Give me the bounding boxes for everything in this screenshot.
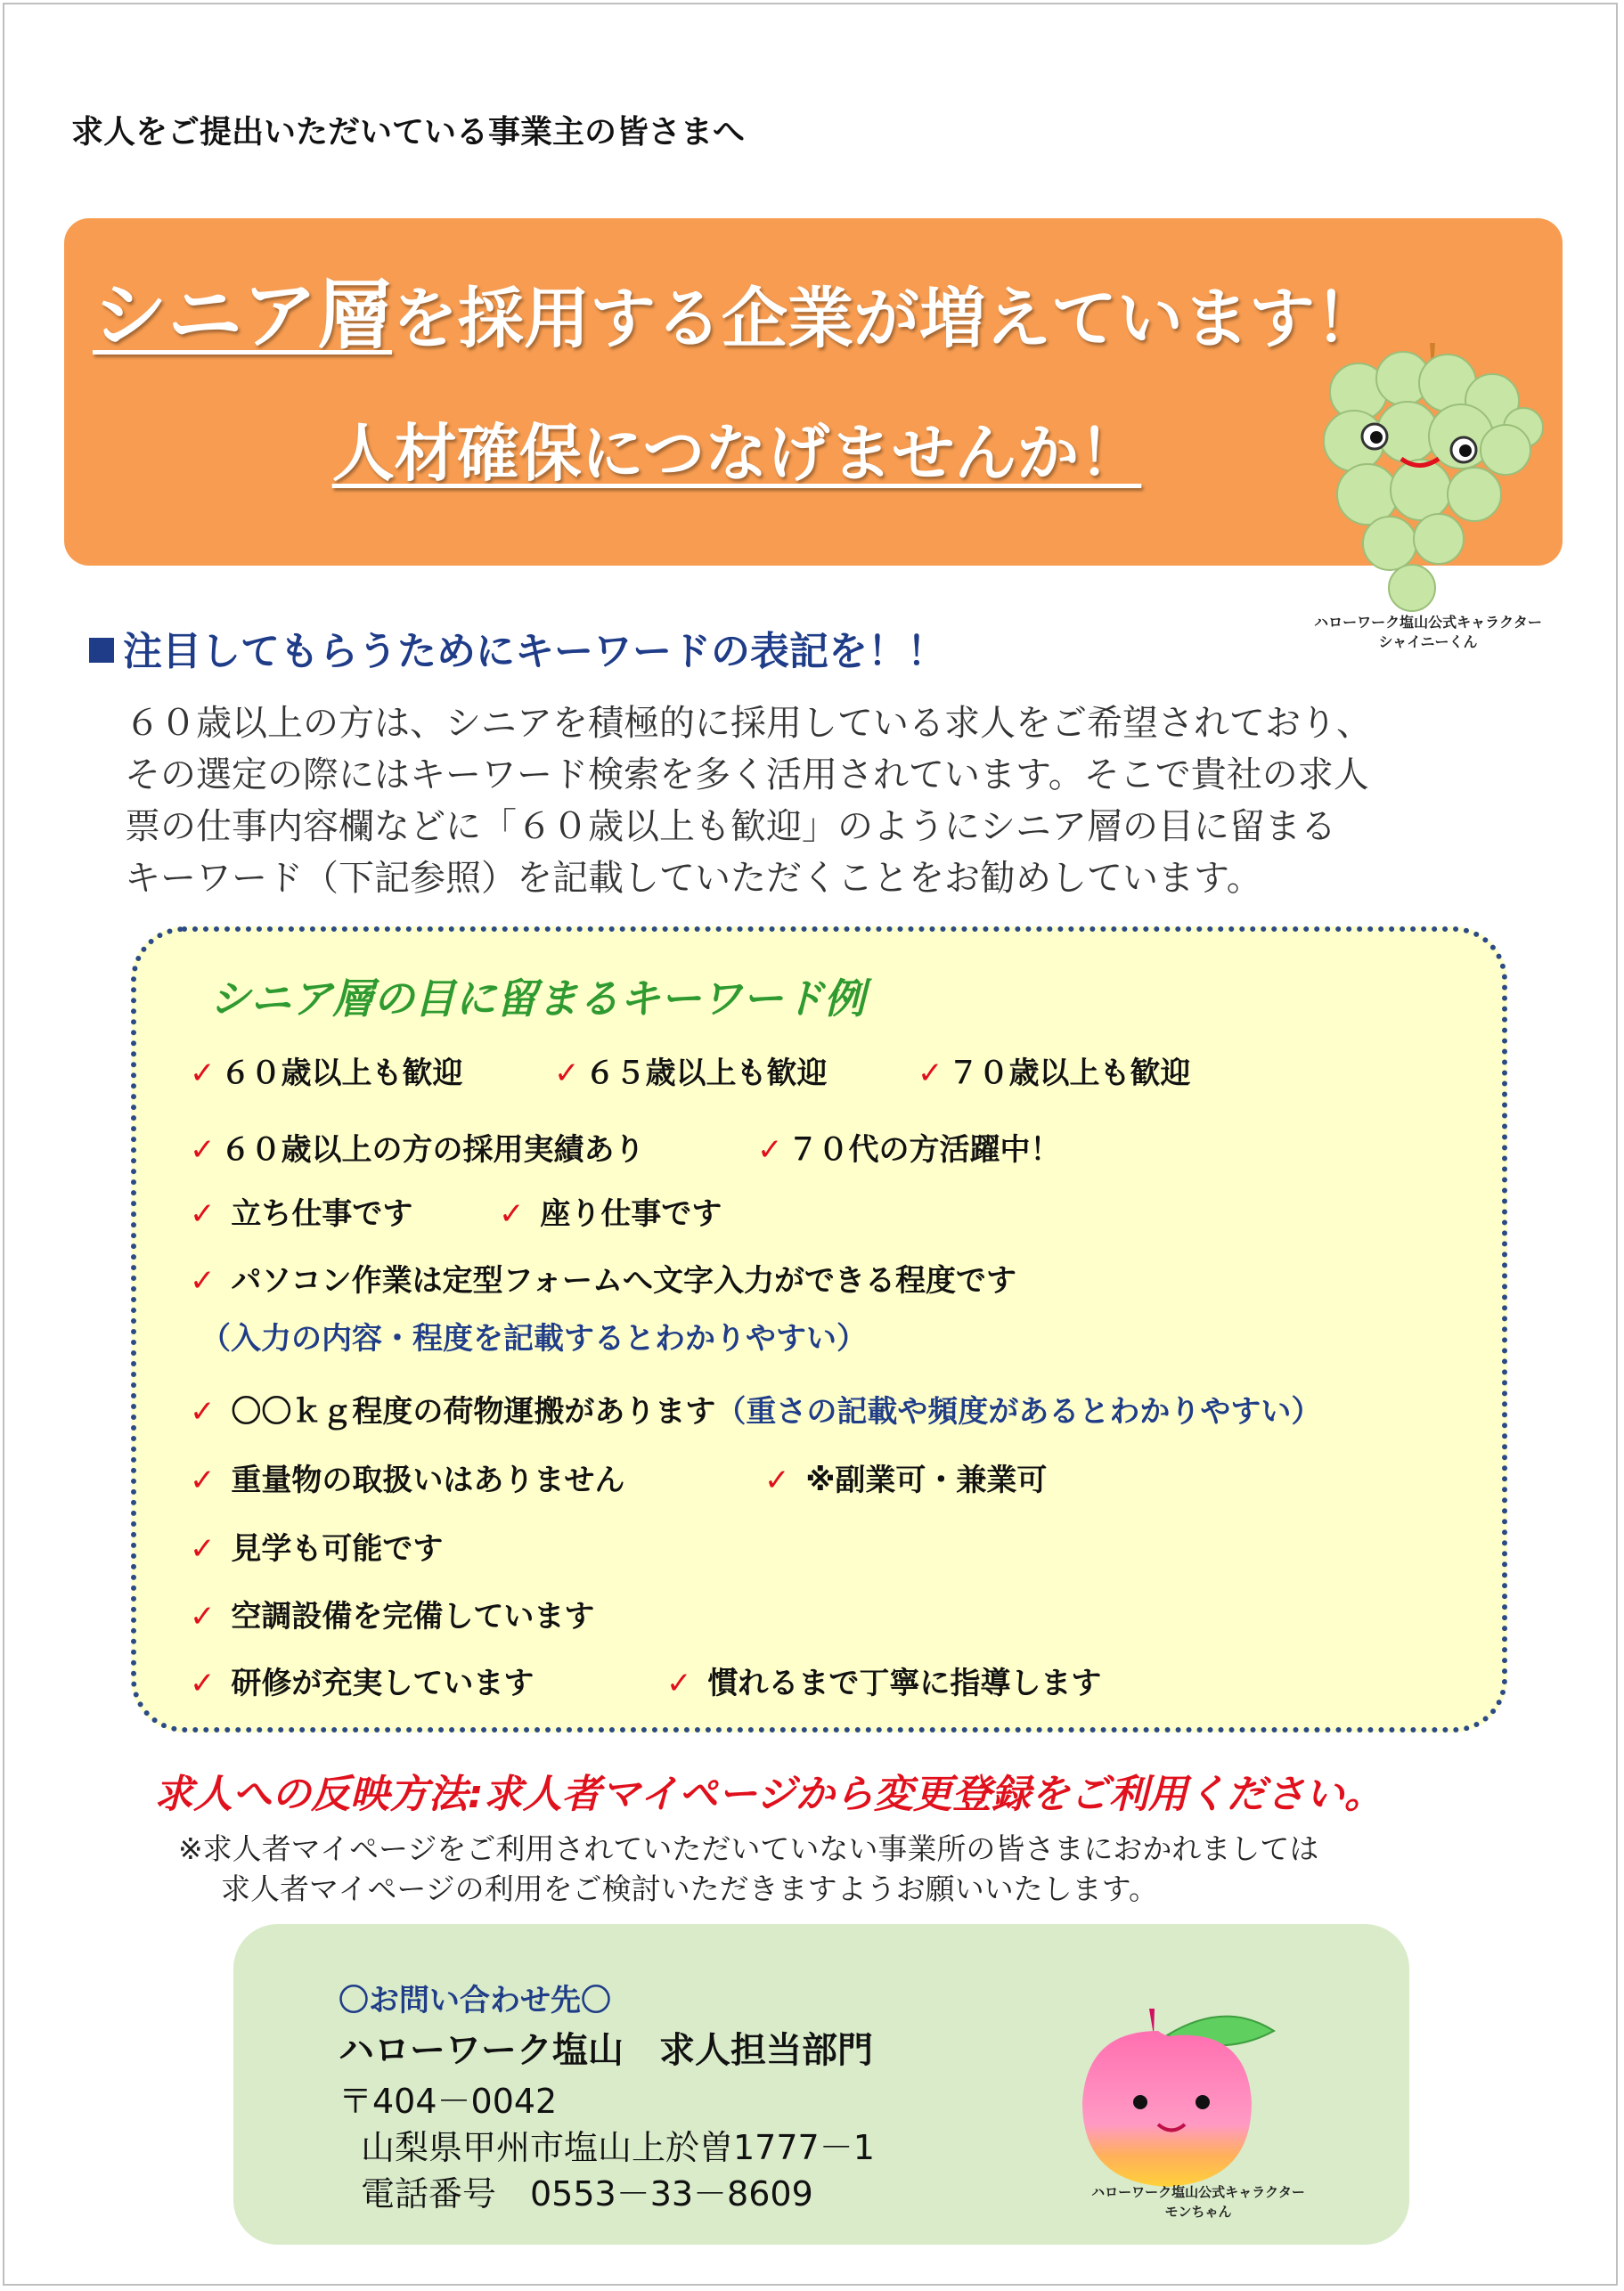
keyword-text: ７０歳以上も歓迎 <box>948 1056 1191 1091</box>
keyword-item <box>190 1189 412 1233</box>
contact-title: 〇お問い合わせ先〇 <box>339 1983 611 2018</box>
check-icon: ✓ <box>666 1666 692 1701</box>
keyword-item <box>918 1048 1191 1092</box>
keyword-text: ６０歳以上の方の採用実績あり <box>220 1132 645 1168</box>
headline-2 <box>64 404 1409 493</box>
keyword-text: 見学も可能です <box>220 1531 444 1567</box>
reflection-method-title: 求人への反映方法:求人者マイページから変更登録をご利用ください。 <box>154 1772 1383 1817</box>
mon-caption-line1: ハローワーク塩山公式キャラクター <box>1091 2184 1305 2200</box>
mon-caption-line2: モンちゃん <box>1164 2204 1232 2220</box>
check-icon: ✓ <box>757 1132 783 1168</box>
keyword-text: 空調設備を完備しています <box>220 1599 595 1635</box>
check-icon: ✓ <box>190 1132 216 1168</box>
contact-postal: 〒404－0042 <box>339 2082 558 2121</box>
keyword-item <box>190 1048 463 1092</box>
keyword-item <box>554 1048 828 1092</box>
check-icon: ✓ <box>764 1463 790 1498</box>
addressee-line: 求人をご提出いただいている事業主の皆さまへ <box>71 114 746 151</box>
keyword-item <box>190 1659 534 1702</box>
keyword-item <box>764 1455 1047 1499</box>
keyword-item <box>190 1592 594 1635</box>
shiny-caption-line1: ハローワーク塩山公式キャラクター <box>1314 614 1542 631</box>
check-icon: ✓ <box>190 1263 216 1299</box>
keyword-text: 重量物の取扱いはありません <box>220 1463 625 1498</box>
keyword-text: 慣れるまで丁寧に指導します <box>697 1666 1102 1701</box>
check-icon: ✓ <box>190 1196 216 1232</box>
keyword-text: 研修が充実しています <box>220 1666 535 1701</box>
keyword-item <box>190 1387 1321 1431</box>
keyword-examples-title: シニア層の目に留まるキーワード例 <box>209 974 865 1023</box>
keyword-item <box>499 1189 722 1233</box>
contact-phone: 電話番号 0553－33－8609 <box>361 2174 813 2214</box>
keyword-item <box>757 1125 1061 1169</box>
check-icon: ✓ <box>918 1056 943 1091</box>
keyword-text: 立ち仕事です <box>220 1196 413 1232</box>
contact-address: 山梨県甲州市塩山上於曽1777－1 <box>361 2128 875 2167</box>
keyword-text: 〇〇ｋｇ程度の荷物運搬があります <box>220 1394 716 1430</box>
section-heading <box>89 619 946 676</box>
keyword-text: パソコン作業は定型フォームへ文字入力ができる程度です <box>220 1263 1016 1299</box>
keyword-item <box>190 1125 645 1169</box>
headline-2-text: 人材確保につなげませんか！ <box>331 417 1142 490</box>
shiny-kun-caption <box>1254 613 1602 652</box>
check-icon: ✓ <box>190 1394 216 1430</box>
method-note-line1: ※求人者マイページをご利用されていただいていない事業所の皆さまにおかれましては <box>178 1831 1319 1866</box>
paragraph-line-2: その選定の際にはキーワード検索を多く活用されています。そこで貴社の求人 <box>125 754 1369 795</box>
check-icon: ✓ <box>190 1599 216 1635</box>
check-icon: ✓ <box>190 1056 216 1091</box>
check-icon: ✓ <box>499 1196 525 1232</box>
check-icon: ✓ <box>554 1056 580 1091</box>
mon-chan-mascot-image <box>1069 1995 1292 2209</box>
keyword-item <box>190 1256 1016 1300</box>
contact-office: ハローワーク塩山 求人担当部門 <box>339 2030 873 2071</box>
keyword-note-weight: （重さの記載や頻度があるとわかりやすい） <box>715 1394 1322 1430</box>
square-bullet-icon <box>89 638 114 663</box>
paragraph-line-3: 票の仕事内容欄などに「６０歳以上も歓迎」のようにシニア層の目に留まる <box>125 806 1336 847</box>
headline-rest: を採用する企業が増えています！ <box>392 281 1381 357</box>
section-heading-text: 注目してもらうためにキーワードの表記を！！ <box>123 629 946 674</box>
check-icon: ✓ <box>190 1531 216 1567</box>
keyword-text: ※副業可・兼業可 <box>795 1463 1048 1498</box>
shiny-caption-line2: シャイニーくん <box>1378 633 1478 650</box>
keyword-text: ６５歳以上も歓迎 <box>584 1056 828 1091</box>
keyword-item <box>666 1659 1101 1702</box>
method-note-line2: 求人者マイページの利用をご検討いただきますようお願いいたします。 <box>221 1871 1159 1906</box>
keyword-item <box>190 1524 443 1568</box>
headline-underlined: シニア層 <box>92 272 392 359</box>
keyword-text: ７０代の方活躍中！ <box>788 1132 1061 1168</box>
keyword-item <box>190 1455 624 1499</box>
keyword-note-pc: （入力の内容・程度を記載するとわかりやすい） <box>200 1321 867 1357</box>
headline-1 <box>64 256 1409 363</box>
keyword-text: 座り仕事です <box>529 1196 722 1232</box>
paragraph-line-1: ６０歳以上の方は、シニアを積極的に採用している求人をご希望されており、 <box>125 703 1372 744</box>
check-icon: ✓ <box>190 1666 216 1701</box>
mon-chan-caption <box>1051 2182 1345 2222</box>
keyword-text: ６０歳以上も歓迎 <box>220 1056 463 1091</box>
check-icon: ✓ <box>190 1463 216 1498</box>
shiny-kun-mascot-image <box>1305 343 1546 619</box>
paragraph-line-4: キーワード（下記参照）を記載していただくことをお勧めしています。 <box>125 858 1262 899</box>
